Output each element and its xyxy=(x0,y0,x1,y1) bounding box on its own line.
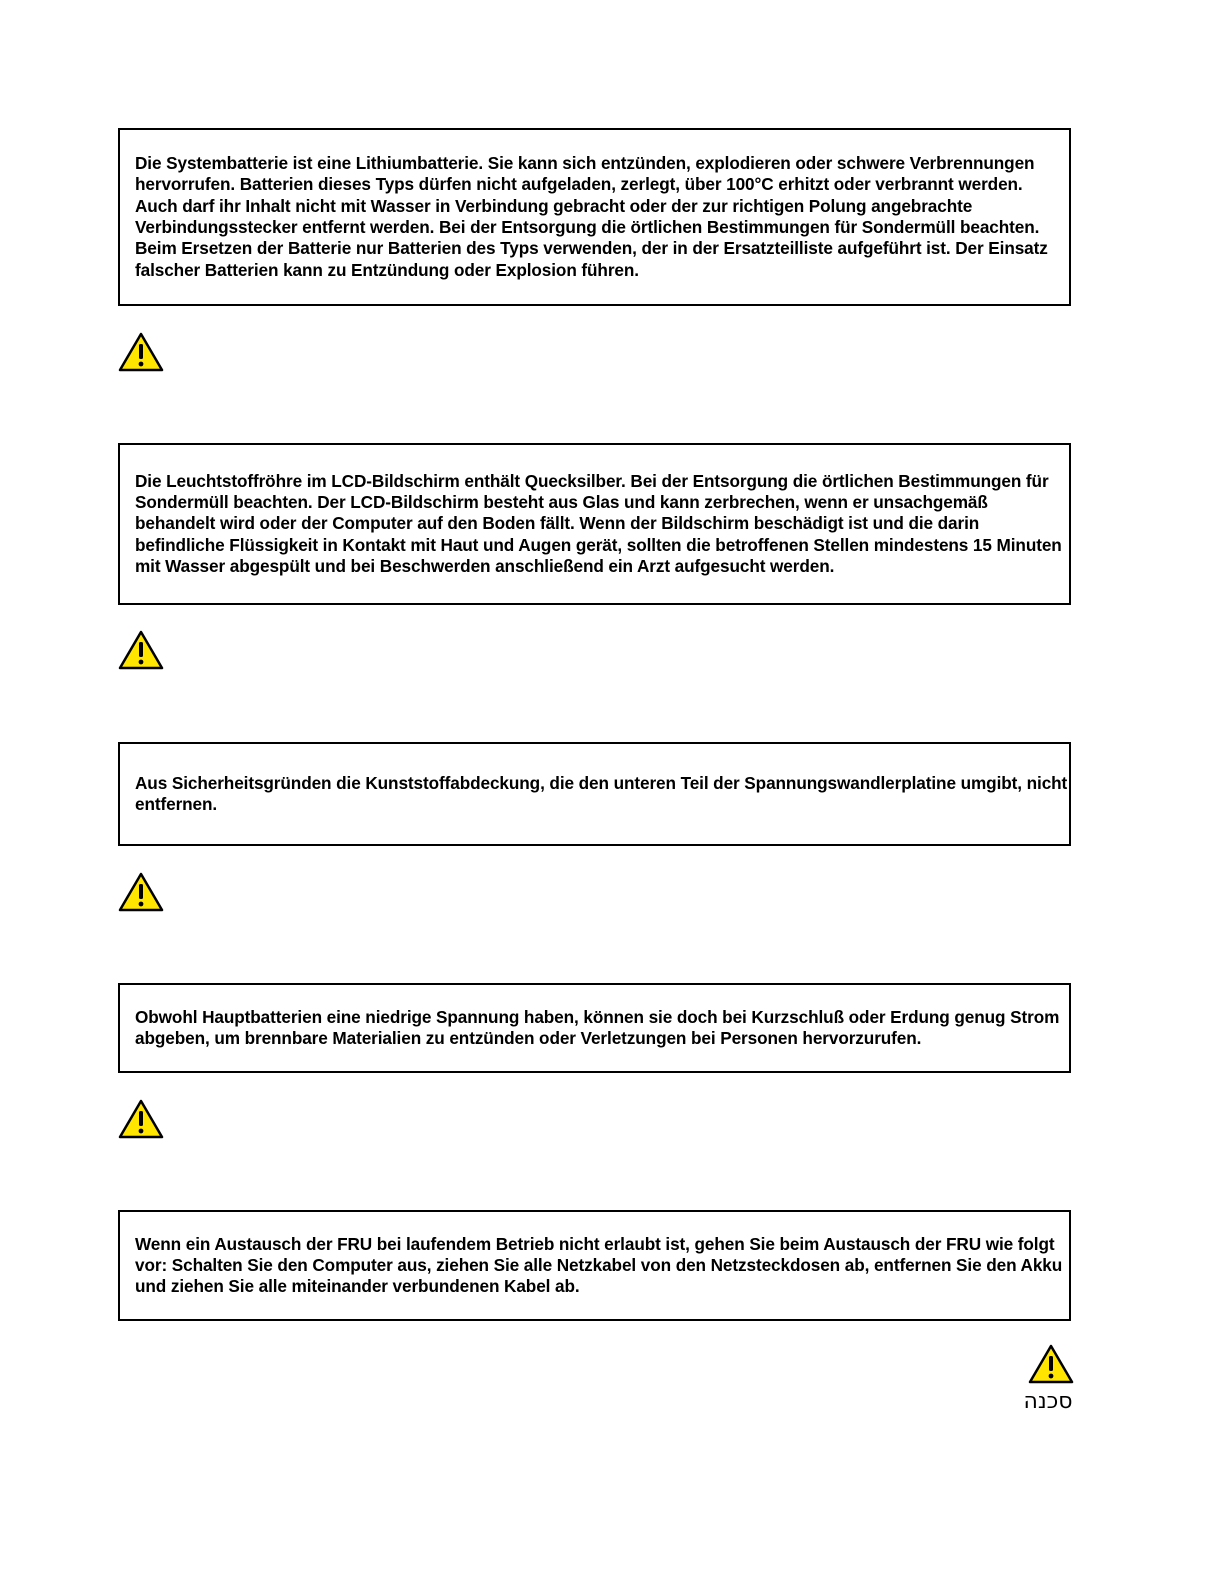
warning-triangle-icon xyxy=(118,332,164,372)
notice-box-lithium-battery xyxy=(118,128,1071,306)
warning-triangle-icon xyxy=(118,872,164,912)
notice-text: Aus Sicherheitsgründen die Kunststoffabdeckung, die den unteren Teil der Spannungswandlerplatine umgibt, nicht entfernen. xyxy=(135,772,1068,814)
danger-label-hebrew: סכנה xyxy=(1023,1389,1073,1414)
warning-triangle-icon xyxy=(118,630,164,670)
notice-box-lcd-mercury xyxy=(118,443,1071,605)
notice-text: Die Systembatterie ist eine Lithiumbatterie. Sie kann sich entzünden, explodieren oder schwere Verbrennungen hervorrufen. Batterien dieses Typs dürfen nicht aufgeladen, zerlegt, über 100°C erhitzt oder verbrannt werden. Auch darf ihr Inhalt nicht mit Wasser in Verbindung gebracht oder der zur richtigen Polung angebrachte Verbindungsstecker entfernt werden. Bei der Entsorgung die örtlichen Bestimmungen für Sondermüll beachten. Beim Ersetzen der Batterie nur Batterien des Typs verwenden, der in der Ersatzteilliste aufgeführt ist. Der Einsatz falscher Batterien kann zu Entzündung oder Explosion führen. xyxy=(135,153,1048,280)
notice-text: Wenn ein Austausch der FRU bei laufendem Betrieb nicht erlaubt ist, gehen Sie beim Austausch der FRU wie folgt vor: Schalten Sie den Computer aus, ziehen Sie alle Netzkabel von den Netzsteckdosen ab, entfernen Sie den Akku und ziehen Sie alle miteinander verbundenen Kabel ab. xyxy=(135,1233,1063,1297)
warning-triangle-icon xyxy=(118,1099,164,1139)
notice-text: Obwohl Hauptbatterien eine niedrige Spannung haben, können sie doch bei Kurzschluß oder Erdung genug Strom abgeben, um brennbare Materialien zu entzünden oder Verletzungen bei Personen hervorzurufen. xyxy=(135,1006,1060,1048)
warning-triangle-icon xyxy=(1028,1344,1074,1384)
notice-box-main-battery xyxy=(118,983,1071,1073)
notice-text: Die Leuchtstoffröhre im LCD-Bildschirm enthält Quecksilber. Bei der Entsorgung die örtlichen Bestimmungen für Sondermüll beachten. Der LCD-Bildschirm besteht aus Glas und kann zerbrechen, wenn er unsachgemäß behandelt wird oder der Computer auf den Boden fällt. Wenn der Bildschirm beschädigt ist und die darin befindliche Flüssigkeit in Kontakt mit Haut und Augen gerät, sollten die betroffenen Stellen mindestens 15 Minuten mit Wasser abgespült und bei Beschwerden anschließend ein Arzt aufgesucht werden. xyxy=(135,470,1062,576)
notice-box-plastic-cover xyxy=(118,742,1071,846)
notice-box-fru-replacement xyxy=(118,1210,1071,1321)
